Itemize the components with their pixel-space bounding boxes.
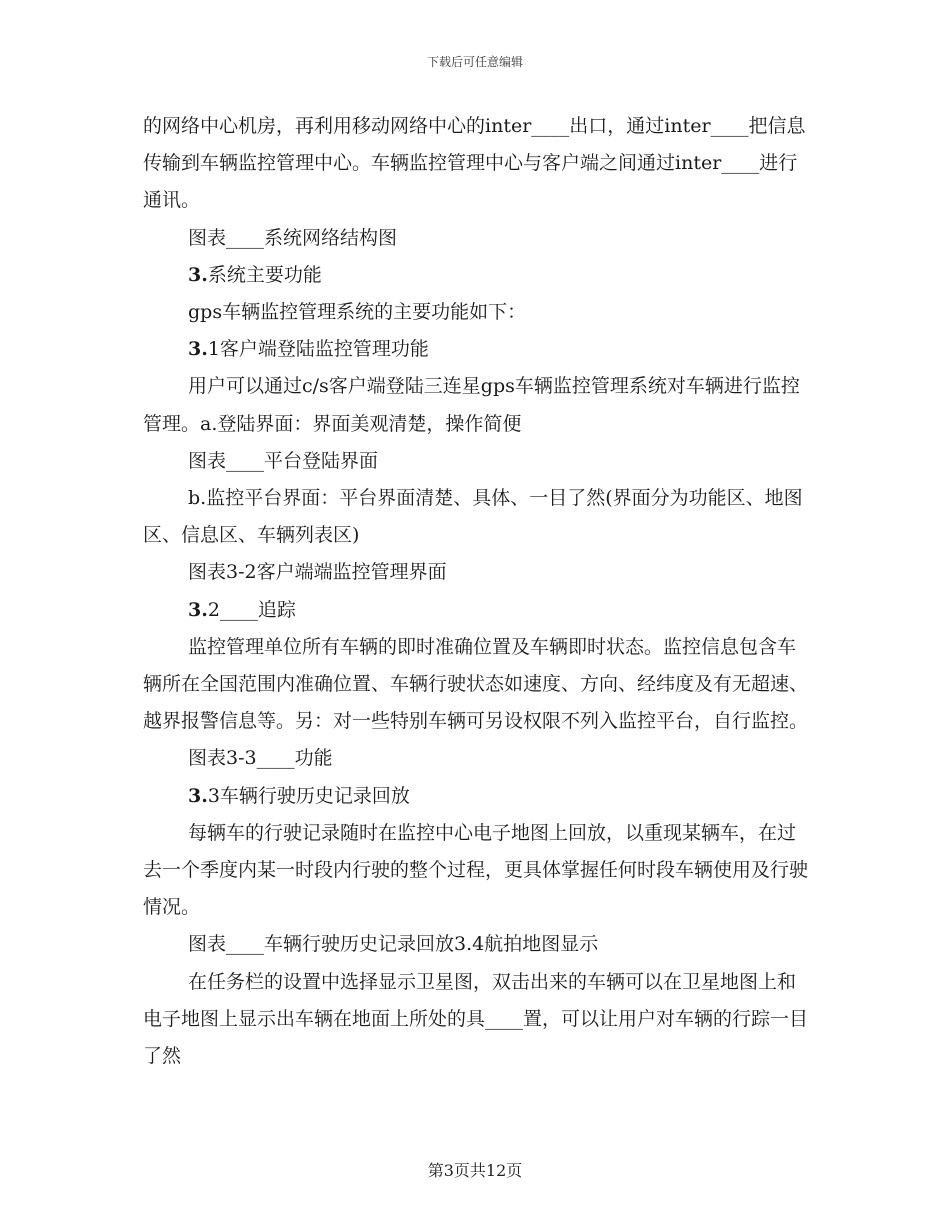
paragraph-intro: gps车辆监控管理系统的主要功能如下： [188,301,527,324]
paragraph-platform: b.监控平台界面：平台界面清楚、具体、一目了然(界面分为功能区、地图区、信息区、车辆列表区) [143,487,803,547]
figure-caption-login: 图表____平台登陆界面 [188,449,379,472]
paragraph-playback: 每辆车的行驶记录随时在监控中心电子地图上回放，以重现某辆车，在过去一个季度内某一时段内行驶的整个过程，更具体掌握任何时段车辆使用及行驶情况。 [143,821,809,919]
paragraph-tracking: 监控管理单位所有车辆的即时准确位置及车辆即时状态。监控信息包含车辆所在全国范围内准确位置、车辆行驶状态如速度、方向、经纬度及有无超速、越界报警信息等。另：对一些特别车辆可另设权限不列入监控平台，自行监控。 [143,635,809,733]
section-number: 3. [188,338,208,361]
page-footer: 第3页共12页 [427,1161,523,1180]
paragraph-1: 的网络中心机房，再利用移动网络中心的inter____出口，通过inter____把信息传输到车辆监控管理中心。车辆监控管理中心与客户端之间通过inter____进行通讯。 [143,115,806,212]
figure-caption-3-3: 图表3-3____功能 [188,747,333,770]
section-heading-3-1 [143,331,811,368]
page-header: 下载后可任意编辑 [426,55,523,69]
figure-caption-3-2: 图表3-2客户端端监控管理界面 [188,561,447,584]
section-title: 3车辆行驶历史记录回放 [207,784,410,807]
section-number: 3. [188,784,208,807]
section-heading-3-2 [143,592,811,629]
body-text [143,108,811,1075]
paragraph-satellite: 在任务栏的设置中选择显示卫星图，双击出来的车辆可以在卫星地图上和电子地图上显示出车辆在地面上所处的具____置，可以让用户对车辆的行踪一目了然 [143,970,809,1068]
section-number: 3. [188,263,208,286]
section-title: 1客户端登陆监控管理功能 [207,338,429,361]
section-number: 3. [188,598,208,621]
section-title: 系统主要功能 [207,263,322,286]
figure-caption-playback: 图表____车辆行驶历史记录回放3.4航拍地图显示 [188,933,599,956]
figure-caption-network: 图表____系统网络结构图 [188,226,398,249]
section-heading-3 [143,257,811,294]
paragraph-login: 用户可以通过c/s客户端登陆三连星gps车辆监控管理系统对车辆进行监控管理。a.登陆界面：界面美观清楚，操作简便 [143,375,800,435]
section-title: 2____追踪 [207,598,296,621]
section-heading-3-3 [143,778,811,815]
